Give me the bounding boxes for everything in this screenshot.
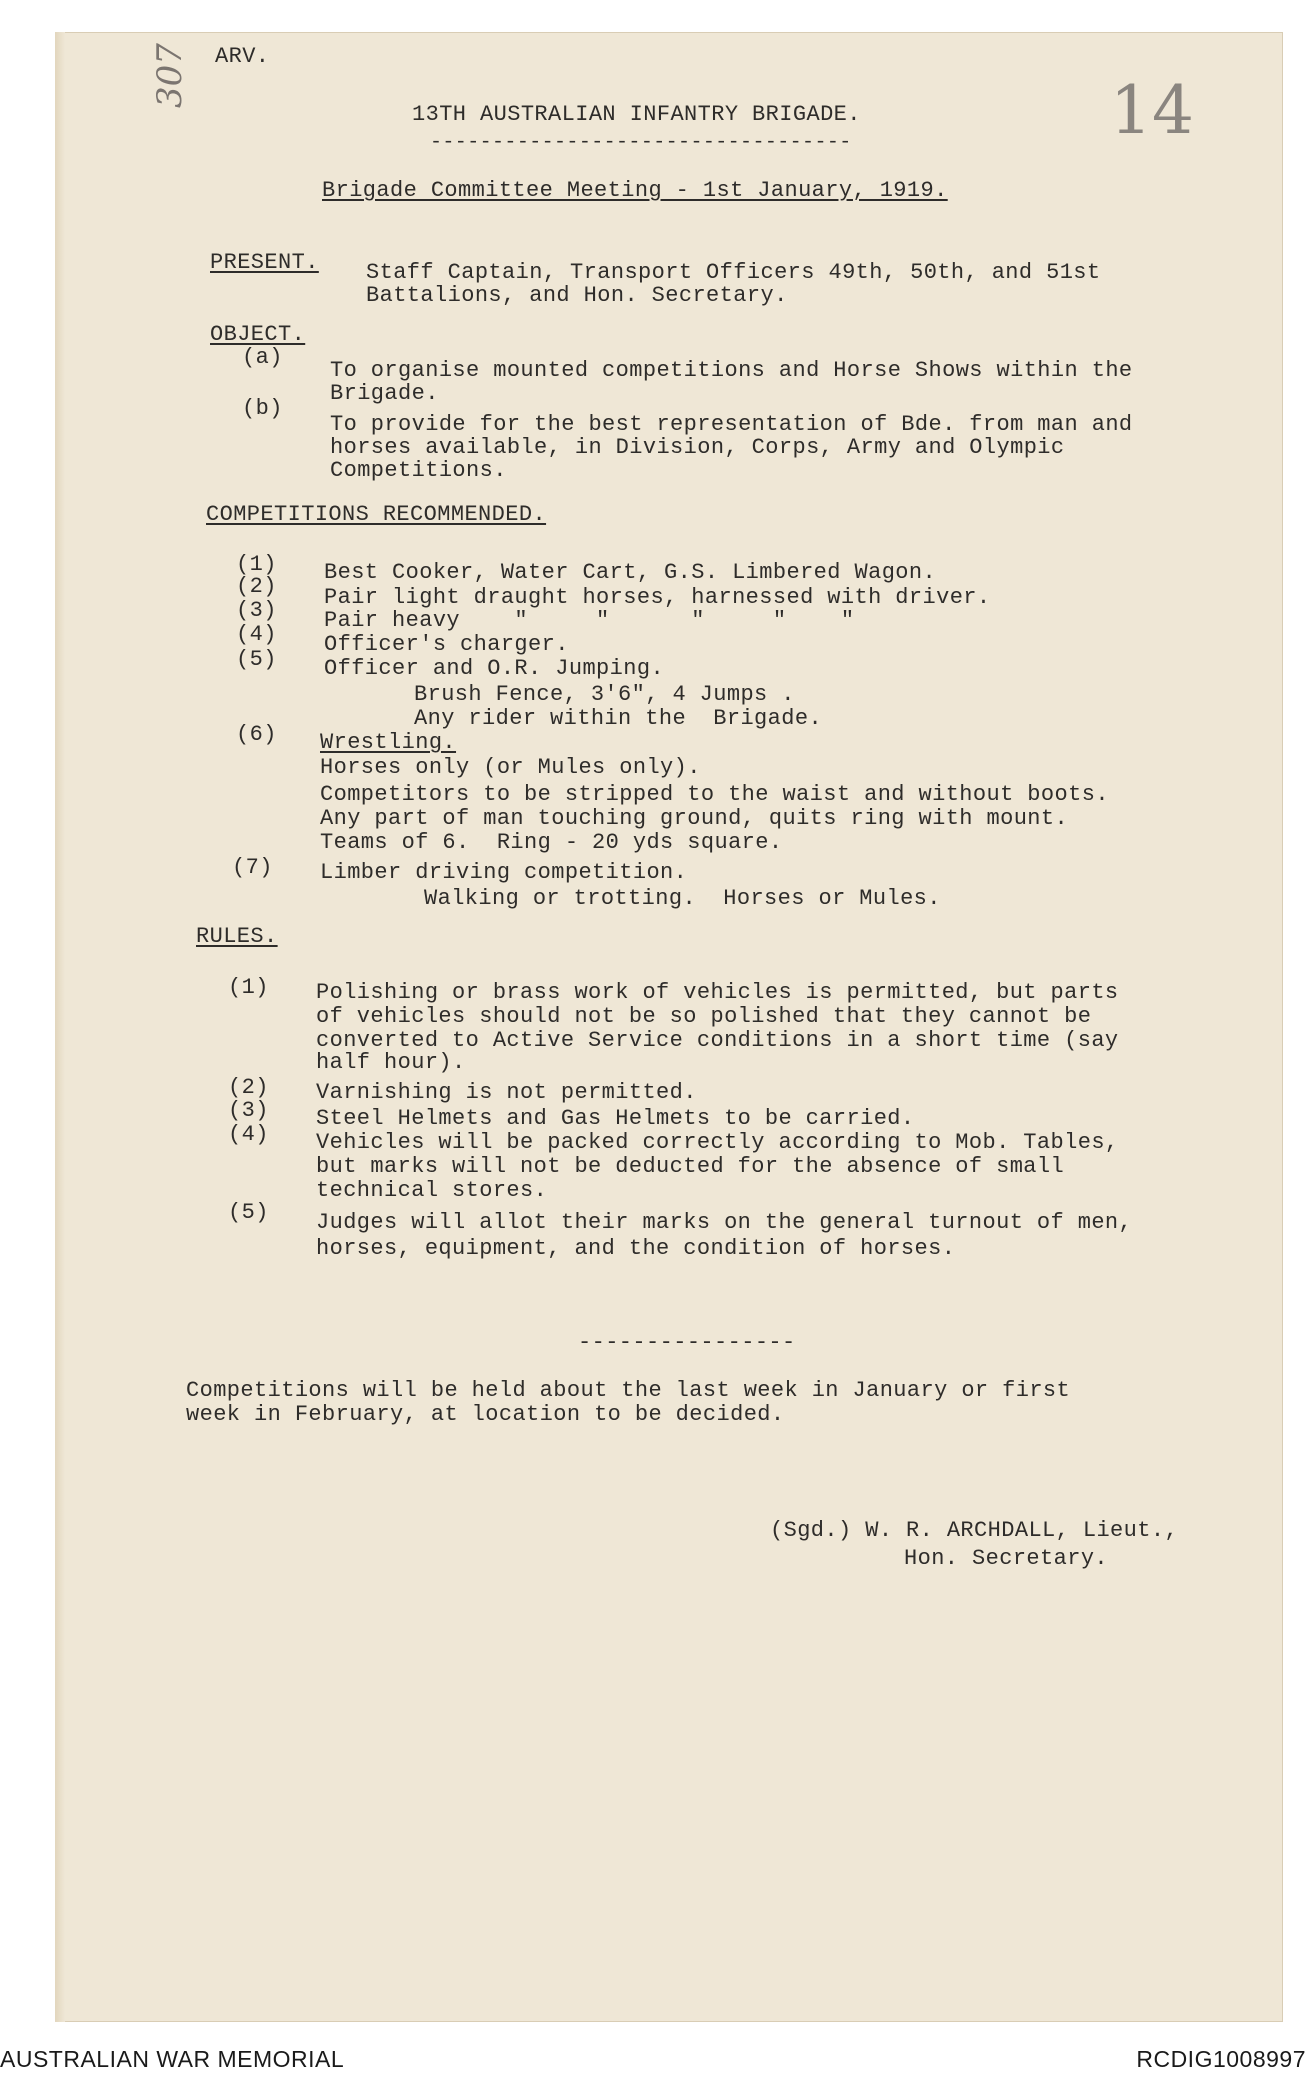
competition-marker: (4) bbox=[236, 622, 277, 647]
rule-marker: (2) bbox=[228, 1075, 269, 1100]
object-label: OBJECT. bbox=[210, 322, 306, 347]
competition-marker: (3) bbox=[236, 598, 277, 623]
competition-subline: Teams of 6. Ring - 20 yds square. bbox=[320, 830, 783, 855]
footer-identifier: RCDIG1008997 bbox=[1136, 2046, 1306, 2072]
present-line: Staff Captain, Transport Officers 49th, 50th, and 51st bbox=[366, 260, 1101, 285]
competition-text: Wrestling. bbox=[320, 730, 457, 755]
rule-line: Judges will allot their marks on the general turnout of men, bbox=[316, 1210, 1133, 1235]
signature-line: Hon. Secretary. bbox=[904, 1546, 1109, 1571]
rule-line: technical stores. bbox=[316, 1178, 548, 1203]
competition-marker: (6) bbox=[236, 722, 277, 747]
closing-line: week in February, at location to be decided. bbox=[186, 1402, 785, 1427]
handwritten-archive-number: 307 bbox=[150, 43, 190, 108]
object-line: Competitions. bbox=[330, 458, 507, 483]
object-marker: (b) bbox=[242, 396, 283, 421]
rule-marker: (3) bbox=[228, 1098, 269, 1123]
competition-text: Limber driving competition. bbox=[320, 860, 688, 885]
competition-marker: (5) bbox=[236, 647, 277, 672]
rule-line: of vehicles should not be so polished that they cannot be bbox=[316, 1004, 1092, 1029]
footer-source: AUSTRALIAN WAR MEMORIAL bbox=[0, 2046, 345, 2072]
competition-subline: Brush Fence, 3'6", 4 Jumps . bbox=[414, 682, 795, 707]
section-divider: ---------------- bbox=[578, 1330, 796, 1355]
object-line: To organise mounted competitions and Horse Shows within the bbox=[330, 358, 1133, 383]
title-rule: ---------------------------------- bbox=[430, 131, 852, 154]
rule-marker: (4) bbox=[228, 1122, 269, 1147]
competition-text: Pair light draught horses, harnessed with driver. bbox=[324, 585, 991, 610]
competition-subline: Any part of man touching ground, quits ring with mount. bbox=[320, 806, 1069, 831]
competition-subline: Walking or trotting. Horses or Mules. bbox=[424, 886, 941, 911]
object-line: To provide for the best representation of Bde. from man and bbox=[330, 412, 1133, 437]
rules-label: RULES. bbox=[196, 924, 278, 949]
competitions-label: COMPETITIONS RECOMMENDED. bbox=[206, 502, 547, 527]
competition-text: Officer and O.R. Jumping. bbox=[324, 656, 665, 681]
rule-marker: (5) bbox=[228, 1200, 269, 1225]
competition-subline: Horses only (or Mules only). bbox=[320, 755, 701, 780]
competition-text: Officer's charger. bbox=[324, 632, 569, 657]
rule-line: Steel Helmets and Gas Helmets to be carried. bbox=[316, 1106, 915, 1131]
signature-line: (Sgd.) W. R. ARCHDALL, Lieut., bbox=[770, 1518, 1179, 1543]
competition-marker: (1) bbox=[236, 552, 277, 577]
rule-line: horses, equipment, and the condition of horses. bbox=[316, 1236, 956, 1261]
rule-line: Polishing or brass work of vehicles is permitted, but parts bbox=[316, 980, 1119, 1005]
object-marker: (a) bbox=[242, 345, 283, 370]
document-title: 13TH AUSTRALIAN INFANTRY BRIGADE. bbox=[412, 102, 861, 127]
competition-subline: Any rider within the Brigade. bbox=[414, 706, 823, 731]
rule-line: Varnishing is not permitted. bbox=[316, 1080, 697, 1105]
rule-line: but marks will not be deducted for the absence of small bbox=[316, 1154, 1065, 1179]
object-line: horses available, in Division, Corps, Army and Olympic bbox=[330, 435, 1065, 460]
competition-marker: (7) bbox=[232, 855, 273, 880]
competition-marker: (2) bbox=[236, 574, 277, 599]
object-line: Brigade. bbox=[330, 381, 439, 406]
rule-marker: (1) bbox=[228, 975, 269, 1000]
closing-line: Competitions will be held about the last week in January or first bbox=[186, 1378, 1071, 1403]
page-edge-shadow bbox=[55, 32, 65, 2022]
competition-subline: Competitors to be stripped to the waist and without boots. bbox=[320, 782, 1109, 807]
handwritten-folio-number: 14 bbox=[1110, 72, 1194, 149]
rule-line: half hour). bbox=[316, 1050, 466, 1075]
present-line: Battalions, and Hon. Secretary. bbox=[366, 283, 788, 308]
present-label: PRESENT. bbox=[210, 250, 319, 275]
competition-text: Best Cooker, Water Cart, G.S. Limbered Wagon. bbox=[324, 560, 937, 585]
reference-code: ARV. bbox=[215, 44, 270, 69]
meeting-subtitle: Brigade Committee Meeting - 1st January, 1919. bbox=[322, 178, 948, 203]
rule-line: converted to Active Service conditions in a short time (say bbox=[316, 1028, 1119, 1053]
competition-text: Pair heavy " " " " " bbox=[324, 608, 855, 633]
rule-line: Vehicles will be packed correctly according to Mob. Tables, bbox=[316, 1130, 1119, 1155]
